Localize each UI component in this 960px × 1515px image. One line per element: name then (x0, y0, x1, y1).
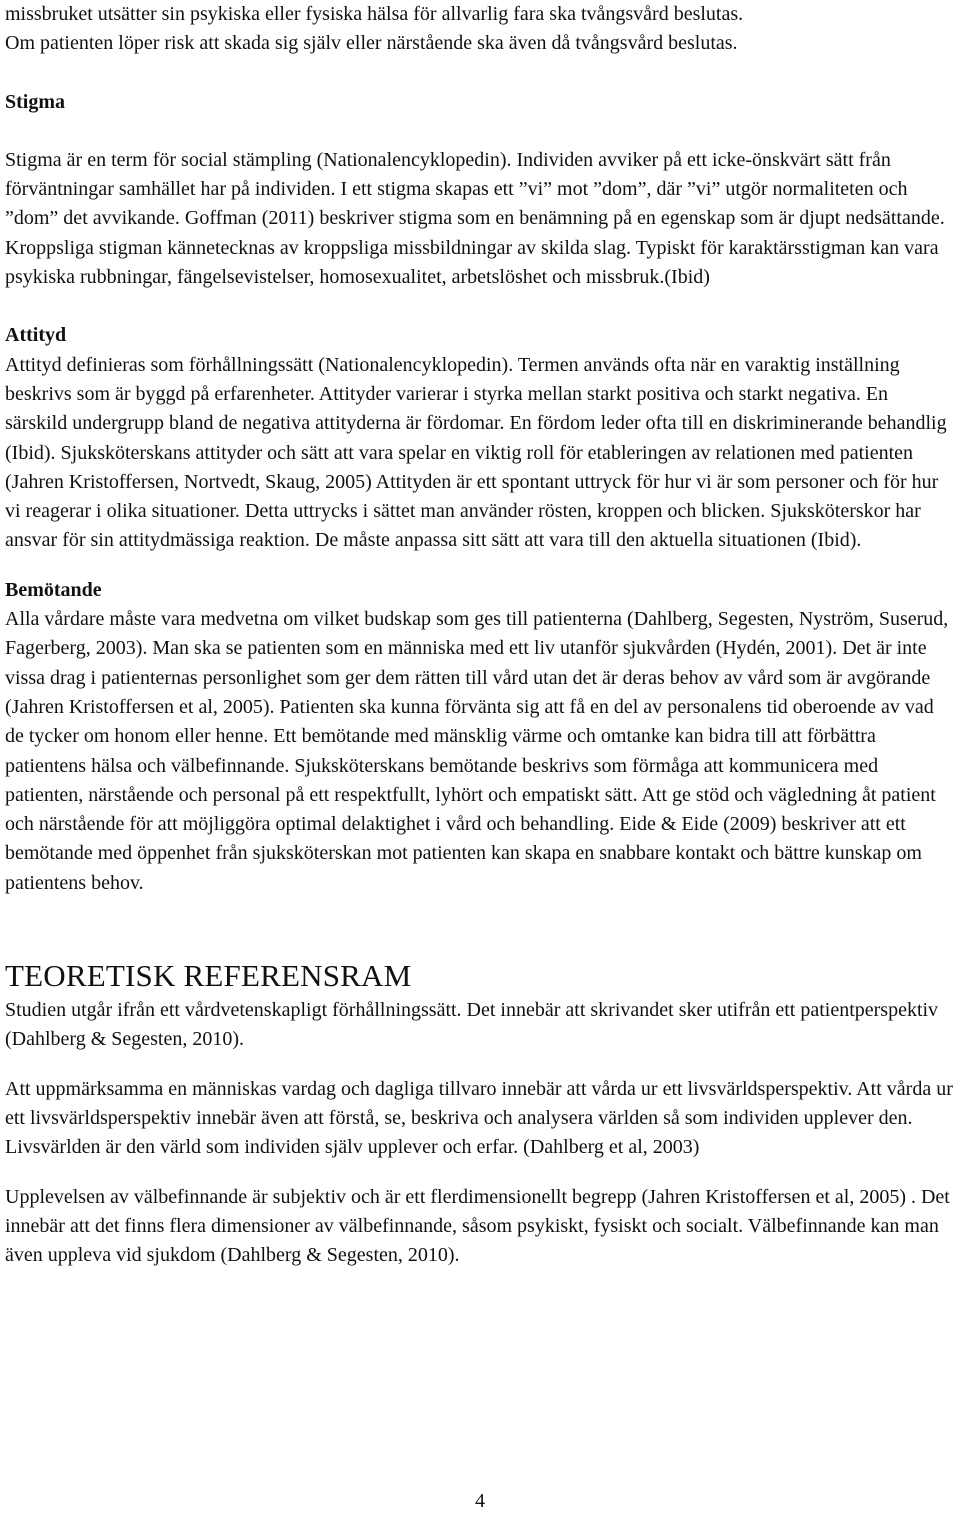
spacer (5, 556, 955, 576)
stigma-paragraph: Stigma är en term för social stämpling (Nationalencyklopedin). Individen avviker på ett icke-önskvärt sätt från förväntningar samhället har på individen. I ett stigma skapas ett ”vi” mot ”dom”, där ”vi” utgör normaliteten och ”dom” det avvikande. Goffman (2011) beskriver stigma som en benämning på en egenskap som är djupt nedsättande. Kroppsliga stigman kännetecknas av kroppsliga missbildningar av skilda slag. Typiskt för karaktärsstigman kan vara psykiska rubbningar, fängelsevistelser, homosexualitet, arbetslöshet och missbruk.(Ibid) (5, 148, 945, 289)
page-number: 4 (475, 1490, 485, 1512)
spacer (5, 1055, 955, 1075)
attityd-paragraph: Attityd definieras som förhållningssätt (Nationalencyklopedin). Termen används ofta när en varaktig inställning beskrivs som är byggd på erfarenheter. Attityder varierar i styrka mellan starkt positiva och starkt negativa. En särskild undergrupp bland de negativa attityderna är fördomar. En fördom leder ofta till en diskriminerande behandlig (Ibid). Sjuksköterskans attityder och sätt att vara spelar en viktig roll för etableringen av relationen med patienten (Jahren Kristoffersen, Nortvedt, Skaug, 2005) Attityden är ett spontant uttryck för hur vi är som personer och för hur vi reagerar i olika situationer. Detta uttrycks i sättet man använder rösten, kroppen och blicken. Sjuksköterskor har ansvar för sin attitydmässiga reaktion. De måste anpassa sitt sätt att vara till den aktuella situationen (Ibid). (5, 353, 947, 552)
teoretisk-paragraph-3: Upplevelsen av välbefinnande är subjektiv och är ett flerdimensionellt begrepp (Jahren Kristoffersen et al, 2005) . Det innebär att det finns flera dimensioner av välbefinnande, såsom psykiskt, fysiskt och socialt. Välbefinnande kan man även uppleva vid sjukdom (Dahlberg & Segesten, 2010). (5, 1185, 950, 1267)
document-page (5, 0, 955, 1270)
stigma-heading: Stigma (5, 90, 65, 113)
spacer (5, 59, 955, 88)
spacer (5, 1163, 955, 1183)
spacer (5, 898, 955, 956)
bemotande-heading: Bemötande (5, 578, 102, 601)
spacer (5, 292, 955, 321)
bemotande-paragraph: Alla vårdare måste vara medvetna om vilket budskap som ges till patienterna (Dahlberg, Segesten, Nyström, Suserud, Fagerberg, 2003). Man ska se patienten som en människa med ett liv utanför sjukvården (Hydén, 2001). Det är inte vissa drag i patienternas personlighet som ger dem rätten till vård utan det är deras behov av vård som är avgörande (Jahren Kristoffersen et al, 2005). Patienten ska kunna förvänta sig att få en del av personalens tid oberoende av vad de tycker om honom eller henne. Ett bemötande med mänsklig värme och omtanke kan bidra till att förbättra patientens hälsa och välbefinnande. Sjuksköterskans bemötande beskrivs som förmåga att kommunicera med patienten, närstående och personal på ett respektfullt, lyhört och empatiskt sätt. Att ge stöd och vägledning åt patient och närstående för att möjliggöra optimal delaktighet i vård och behandling. Eide & Eide (2009) beskriver att ett bemötande med öppenhet från sjuksköterskan mot patienten kan skapa en snabbare kontakt och bättre kunskap om patientens behov. (5, 608, 949, 894)
teoretisk-heading: TEORETISK REFERENSRAM (5, 958, 412, 994)
spacer (5, 117, 955, 146)
intro-line-2: Om patienten löper risk att skada sig själv eller närstående ska även då tvångsvård beslutas. (5, 32, 738, 55)
teoretisk-paragraph-1: Studien utgår ifrån ett vårdvetenskapligt förhållningssätt. Det innebär att skrivandet sker utifrån ett patientperspektiv (Dahlberg & Segesten, 2010). (5, 999, 939, 1051)
attityd-heading: Attityd (5, 324, 67, 347)
intro-line-1: missbruket utsätter sin psykiska eller fysiska hälsa för allvarlig fara ska tvångsvård beslutas. (5, 3, 744, 25)
teoretisk-paragraph-2: Att uppmärksamma en människas vardag och dagliga tillvaro innebär att vårda ur ett livsvärldsperspektiv. Att vårda ur ett livsvärldsperspektiv innebär även att förstå, se, beskriva och analysera världen så som individen upplever den. Livsvärlden är den värld som individen själv upplever och erfar. (Dahlberg et al, 2003) (5, 1077, 953, 1159)
